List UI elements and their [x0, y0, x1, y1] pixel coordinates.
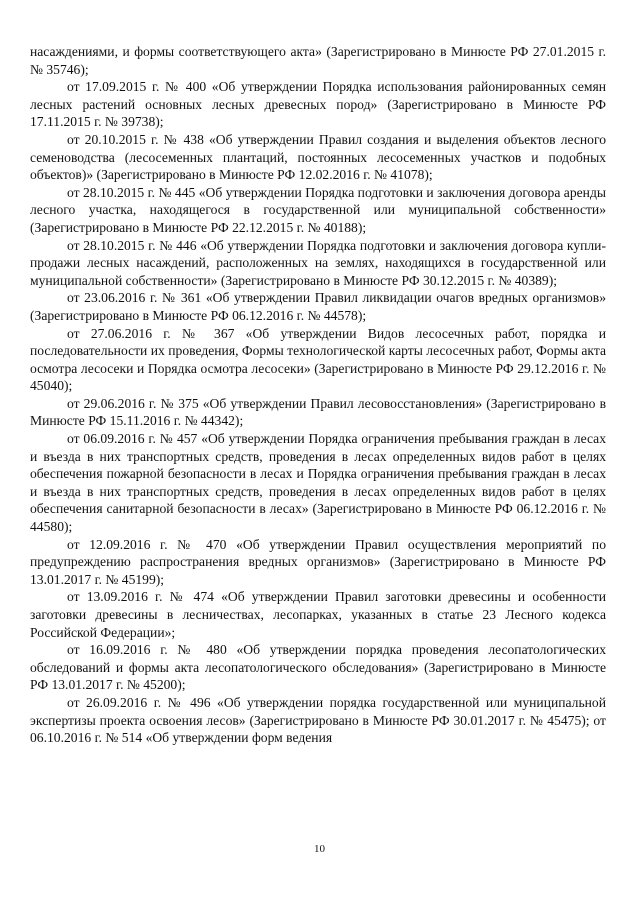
paragraph: насаждениями, и формы соответствующего акта» (Зарегистрировано в Минюсте РФ 27.01.2015 г. № 35746);: [30, 44, 606, 77]
paragraph: от 12.09.2016 г. № 470 «Об утверждении Правил осуществления мероприятий по предупреждению распространения вредных организмов» (Зарегистрировано в Минюсте РФ 13.01.2017 г. № 45199);: [30, 536, 606, 587]
paragraph: от 29.06.2016 г. № 375 «Об утверждении Правил лесовосстановления» (Зарегистрировано в Минюсте РФ 15.11.2016 г. № 44342);: [30, 395, 606, 429]
paragraph: от 13.09.2016 г. № 474 «Об утверждении Правил заготовки древесины и особенности заготовки древесины в лесничествах, лесопарках, указанных в статье 23 Лесного кодекса Российской Федерации»;: [30, 589, 606, 640]
paragraph: от 27.06.2016 г. № 367 «Об утверждении Видов лесосечных работ, порядка и последовательности их проведения, Формы технологической карты лесосечных работ, Формы акта осмотра лесосеки и Порядка осмотра лесосеки» (Зарегистрировано в Минюсте РФ 29.12.2016 г. № 45040);: [30, 325, 606, 394]
page-number: 10: [314, 843, 325, 855]
paragraph: от 28.10.2015 г. № 446 «Об утверждении Порядка подготовки и заключения договора купли-продажи лесных насаждений, расположенных на землях, находящихся в государственной или муниципальной собственности» (Зарегистрировано в Минюсте РФ 30.12.2015 г. № 40389);: [30, 237, 606, 288]
paragraph: от 28.10.2015 г. № 445 «Об утверждении Порядка подготовки и заключения договора аренды лесного участка, находящегося в государственной или муниципальной собственности» (Зарегистрировано в Минюсте РФ 22.12.2015 г. № 40188);: [30, 184, 606, 235]
document-body: [30, 43, 606, 747]
paragraph: от 06.09.2016 г. № 457 «Об утверждении Порядка ограничения пребывания граждан в лесах и въезда в них транспортных средств, проведения в лесах определенных видов работ в целях обеспечения пожарной безопасности в лесах и Порядка ограничения пребывания граждан в лесах и въезда в них транспортных средств, проведения в лесах определенных видов работ в целях обеспечения санитарной безопасности в лесах» (Зарегистрировано в Минюсте РФ 06.12.2016 г. № 44580);: [30, 431, 606, 535]
paragraph: от 17.09.2015 г. № 400 «Об утверждении Порядка использования районированных семян лесных растений основных лесных древесных пород» (Зарегистрировано в Минюсте РФ 17.11.2015 г. № 39738);: [30, 79, 606, 130]
paragraph: от 23.06.2016 г. № 361 «Об утверждении Правил ликвидации очагов вредных организмов» (Зарегистрировано в Минюсте РФ 06.12.2016 г. № 44578);: [30, 290, 606, 323]
paragraph: от 26.09.2016 г. № 496 «Об утверждении порядка государственной или муниципальной экспертизы проекта освоения лесов» (Зарегистрировано в Минюсте РФ 30.01.2017 г. № 45475); от 06.10.2016 г. № 514 «Об утверждении форм ведения: [30, 694, 606, 746]
paragraph: от 16.09.2016 г. № 480 «Об утверждении порядка проведения лесопатологических обследований и формы акта лесопатологического обследования» (Зарегистрировано в Минюсте РФ 13.01.2017 г. № 45200);: [30, 642, 606, 693]
paragraph: от 20.10.2015 г. № 438 «Об утверждении Правил создания и выделения объектов лесного семеноводства (лесосеменных плантаций, постоянных лесосеменных участков и подобных объектов)» (Зарегистрировано в Минюсте РФ 12.02.2016 г. № 41078);: [30, 131, 606, 183]
